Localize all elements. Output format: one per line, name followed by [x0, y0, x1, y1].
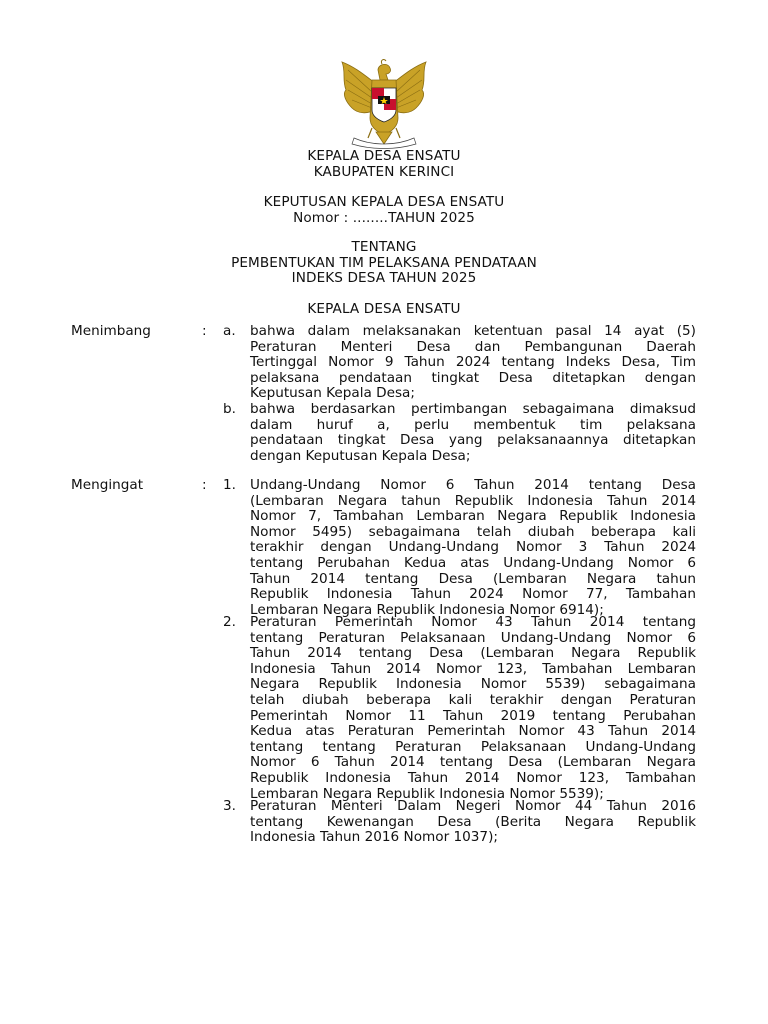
text-line: tentang Peraturan Pelaksanaan Undang-Undang Nomor 6	[250, 629, 696, 646]
text-line: Keputusan Kepala Desa;	[250, 385, 415, 402]
text-line: bahwa berdasarkan pertimbangan sebagaimana dimaksud	[250, 401, 696, 417]
text-line: Tahun 2014 tentang Desa (Lembaran Negara tahun	[250, 570, 696, 587]
text-line: Republik Indonesia Tahun 2014 Nomor 123, Tambahan	[250, 769, 696, 786]
mengingat-item-3-text	[250, 799, 696, 846]
list-marker: 1.	[223, 477, 236, 493]
text-line: Nomor 7, Tambahan Lembaran Negara Republik Indonesia	[250, 508, 696, 525]
text-line: Undang-Undang Nomor 6 Tahun 2014 tentang Desa	[250, 477, 696, 493]
text-line: Nomor 6 Tahun 2014 tentang Desa (Lembaran Negara	[250, 754, 696, 771]
text-line: Republik Indonesia Tahun 2024 Nomor 77, Tambahan	[250, 586, 696, 603]
text-line: tentang tentang Peraturan Pelaksanaan Undang-Undang	[250, 738, 696, 755]
about-label: TENTANG	[351, 239, 417, 255]
issuer-line: KEPALA DESA ENSATU	[307, 301, 461, 317]
mengingat-colon: :	[202, 477, 207, 493]
menimbang-label: Menimbang	[71, 323, 151, 339]
text-line: bahwa dalam melaksanakan ketentuan pasal 14 ayat (5)	[250, 323, 696, 339]
text-line: Peraturan Pemerintah Nomor 43 Tahun 2014 tentang	[250, 614, 696, 630]
decree-number: Nomor : ........TAHUN 2025	[293, 209, 475, 226]
menimbang-item-a-text	[250, 324, 696, 402]
text-line: Kedua atas Peraturan Pemerintah Nomor 43 Tahun 2014	[250, 723, 696, 740]
mengingat-label: Mengingat	[71, 477, 144, 493]
menimbang-item-b-text	[250, 402, 696, 464]
text-line: Tahun 2014 tentang Desa (Lembaran Negara Republik	[250, 645, 696, 662]
text-line: terakhir dengan Undang-Undang Nomor 3 Tahun 2024	[250, 539, 696, 556]
text-line: Peraturan Menteri Desa dan Pembangunan Daerah	[250, 338, 696, 355]
subject-line-2: INDEKS DESA TAHUN 2025	[291, 270, 477, 287]
garuda-pancasila-emblem-icon	[332, 58, 436, 150]
mengingat-item-1-text	[250, 478, 696, 618]
list-marker: 3.	[223, 798, 236, 814]
text-line: dengan Keputusan Kepala Desa;	[250, 447, 471, 464]
decree-title: KEPUTUSAN KEPALA DESA ENSATU	[263, 194, 505, 210]
subject-line-1: PEMBENTUKAN TIM PELAKSANA PENDATAAN	[231, 254, 537, 271]
text-line: Lembaran Negara Republik Indonesia Nomor 6914);	[250, 601, 604, 618]
subject-heading	[0, 240, 768, 287]
list-marker: b.	[223, 401, 236, 417]
mengingat-item-2-text	[250, 615, 696, 802]
text-line: (Lembaran Negara tahun Republik Indonesia Tahun 2014	[250, 492, 696, 509]
text-line: Tertinggal Nomor 9 Tahun 2024 tentang Indeks Desa, Tim	[250, 354, 696, 371]
text-line: Pemerintah Nomor 11 Tahun 2019 tentang Perubahan	[250, 707, 696, 724]
text-line: telah diubah beberapa kali terakhir dengan Peraturan	[250, 691, 696, 708]
text-line: Indonesia Tahun 2016 Nomor 1037);	[250, 829, 498, 846]
text-line: Peraturan Menteri Dalam Negeri Nomor 44 Tahun 2016	[250, 798, 696, 814]
text-line: Lembaran Negara Republik Indonesia Nomor 5539);	[250, 785, 604, 802]
text-line: Negara Republik Indonesia Nomor 5539) sebagaimana	[250, 676, 696, 693]
list-marker: 2.	[223, 614, 236, 630]
text-line: dalam huruf a, perlu membentuk tim pelaksana	[250, 416, 696, 433]
org-line-2: KABUPATEN KERINCI	[313, 163, 455, 180]
list-marker: a.	[223, 323, 236, 339]
text-line: Indonesia Tahun 2014 Nomor 123, Tambahan Lembaran	[250, 660, 696, 677]
text-line: tentang Kewenangan Desa (Berita Negara Republik	[250, 813, 696, 830]
menimbang-colon: :	[202, 323, 207, 339]
decree-heading	[0, 195, 768, 226]
org-title	[0, 149, 768, 180]
text-line: pendataan tingkat Desa yang pelaksanaannya ditetapkan	[250, 432, 696, 449]
text-line: Nomor 5495) sebagaimana telah diubah beberapa kali	[250, 523, 696, 540]
text-line: pelaksana pendataan tingkat Desa ditetapkan dengan	[250, 369, 696, 386]
issuer-heading	[0, 302, 768, 318]
text-line: tentang Perubahan Kedua atas Undang-Undang Nomor 6	[250, 554, 696, 571]
org-line-1: KEPALA DESA ENSATU	[307, 148, 461, 164]
